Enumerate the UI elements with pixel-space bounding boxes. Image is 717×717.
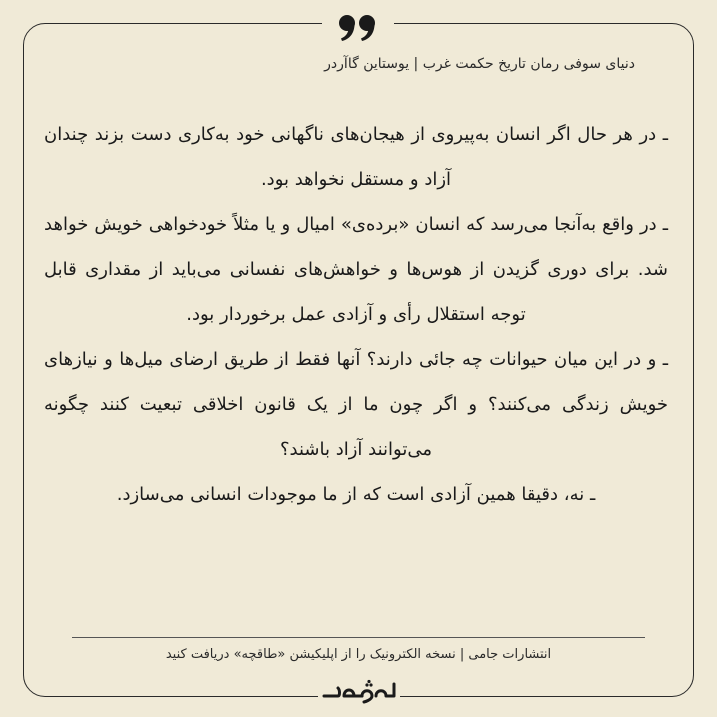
passage-paragraph: ـ نه، دقیقا همین آزادی است که از ما موجودات انسانی می‌سازد. bbox=[116, 484, 596, 505]
taaghche-logo bbox=[318, 678, 400, 706]
double-quote-icon bbox=[322, 8, 394, 48]
quote-passage bbox=[44, 112, 668, 517]
passage-paragraph: ـ در هر حال اگر انسان به‌پیروی از هیجان‌های ناگهانی خود به‌کاری دست بزند چندان آزاد و مستقل نخواهد بود. bbox=[44, 124, 668, 190]
passage-paragraph: ـ و در این میان حیوانات چه جائی دارند؟ آنها فقط از طریق ارضای میل‌ها و نیازهای خویش زندگی می‌کنند؟ و اگر چون ما از یک قانون اخلاقی تبعیت کنند چگونه می‌توانند آزاد باشند؟ bbox=[44, 349, 668, 460]
passage-paragraph: ـ در واقع به‌آنجا می‌رسد که انسان «برده‌ی» امیال و یا مثلاً خودخواهی خویش خواهد شد. برای دوری گزیدن از هوس‌ها و خواهش‌های نفسانی می‌باید از مقداری قابل توجه استقلال رأی و آزادی عمل برخوردار بود. bbox=[44, 214, 668, 325]
publisher-note: انتشارات جامی | نسخه الکترونیک را از اپلیکیشن «طاقچه» دریافت کنید bbox=[165, 647, 552, 662]
book-source: دنیای سوفی رمان تاریخ حکمت غرب | یوستاین گاآردر bbox=[324, 56, 635, 72]
footer-divider bbox=[72, 637, 645, 638]
